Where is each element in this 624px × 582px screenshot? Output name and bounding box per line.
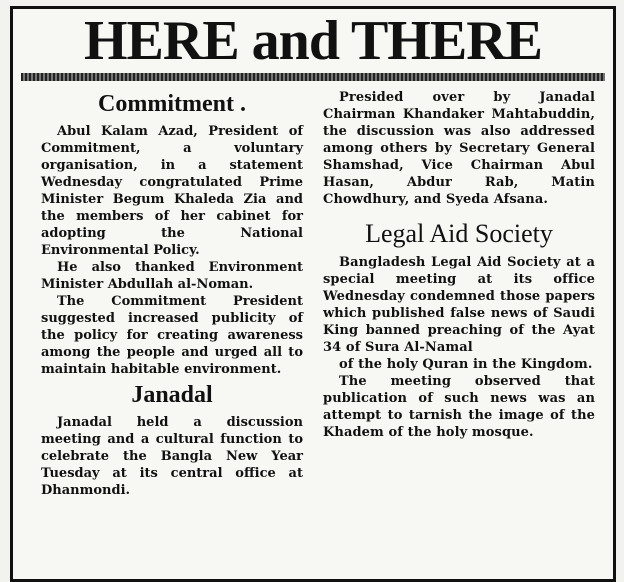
article-heading: Janadal bbox=[131, 382, 213, 408]
article-paragraph: Bangladesh Legal Aid Society at a special meeting at its office Wednesday condemned those papers which published false news of Saudi King banned preaching of the Ayat 34 of Sura Al-Namal bbox=[323, 255, 595, 355]
left-column bbox=[41, 89, 303, 499]
article-paragraph: The meeting observed that publication of such news was an attempt to tarnish the image of the Khadem of the holy mosque. bbox=[323, 374, 595, 440]
article-commitment bbox=[41, 89, 303, 378]
article-paragraph: The Commitment President suggested increased publicity of the policy for creating awareness among the people and urged all to maintain habitable environment. bbox=[41, 294, 303, 377]
article-paragraph: Presided over by Janadal Chairman Khandaker Mahtabuddin, the discussion was also addressed among others by Secretary General Shamshad, Vice Chairman Abul Hasan, Abdur Rab, Matin Chowdhury, and Syeda Afsana. bbox=[323, 90, 595, 207]
newspaper-clipping bbox=[10, 6, 616, 582]
right-column bbox=[323, 89, 595, 441]
masthead-title: HERE and THERE bbox=[83, 10, 543, 72]
masthead-rule bbox=[21, 73, 605, 81]
article-legal-aid-society bbox=[323, 218, 595, 441]
article-heading: Commitment . bbox=[98, 91, 246, 117]
masthead bbox=[13, 9, 613, 73]
article-janadal bbox=[41, 380, 303, 499]
article-paragraph: He also thanked Environment Minister Abdullah al-Noman. bbox=[41, 260, 303, 292]
article-paragraph: Abul Kalam Azad, President of Commitment, a voluntary organisation, in a statement Wednesday congratulated Prime Minister Begum Khaleda Zia and the members of her cabinet for adopting the National Environmental Policy. bbox=[41, 124, 303, 258]
article-heading: Legal Aid Society bbox=[365, 219, 553, 248]
article-paragraph: Janadal held a discussion meeting and a cultural function to celebrate the Bangla New Year Tuesday at its central office at Dhanmondi. bbox=[41, 415, 303, 498]
article-paragraph: of the holy Quran in the Kingdom. bbox=[339, 357, 593, 372]
